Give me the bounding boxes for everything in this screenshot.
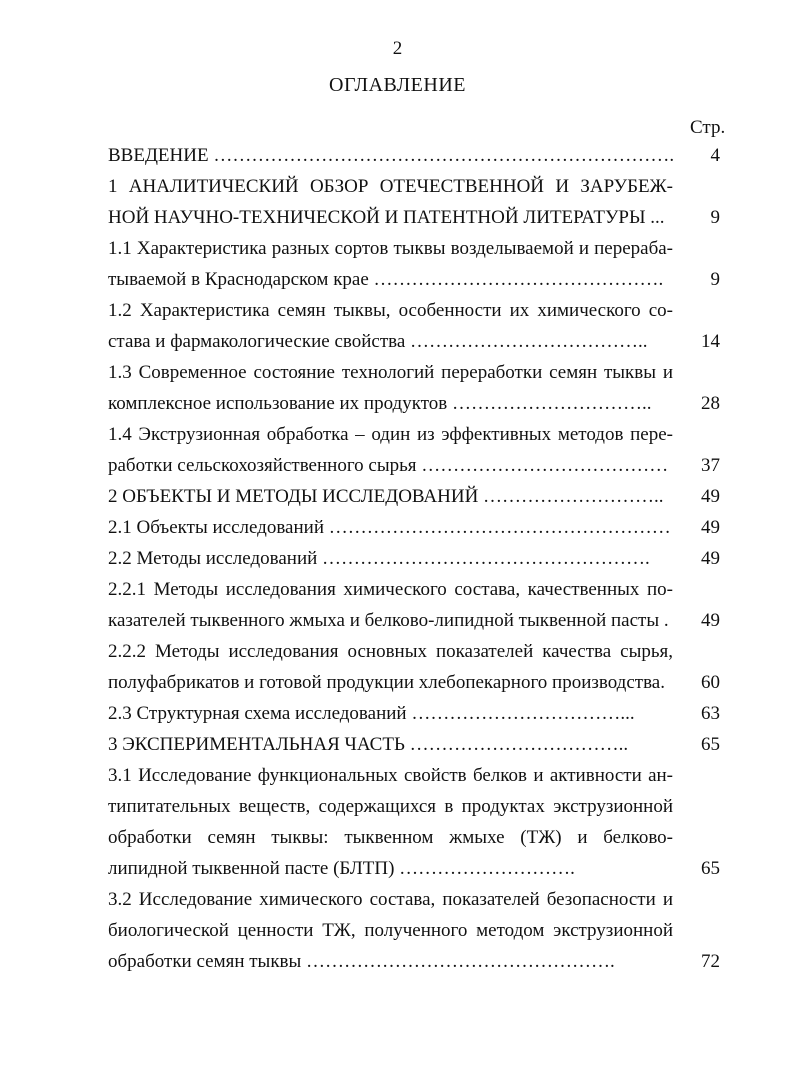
- toc-entry-line: типитательных веществ, содержащихся в продуктах экструзионной: [108, 796, 673, 817]
- toc-entry: [108, 574, 730, 636]
- toc-entry: [108, 481, 730, 512]
- toc-entry-line: биологической ценности ТЖ, полученного методом экструзионной: [108, 920, 673, 941]
- toc-entry-line: 1 АНАЛИТИЧЕСКИЙ ОБЗОР ОТЕЧЕСТВЕННОЙ И ЗАРУБЕЖ-: [108, 176, 673, 197]
- table-of-contents: [108, 140, 730, 977]
- pages-column-header: Стр.: [690, 117, 726, 138]
- toc-page-number: 65: [701, 734, 720, 755]
- toc-entry-line: 2 ОБЪЕКТЫ И МЕТОДЫ ИССЛЕДОВАНИЙ ………………………..: [108, 486, 664, 507]
- toc-page-number: 60: [701, 672, 720, 693]
- toc-page-number: 49: [701, 517, 720, 538]
- toc-page-number: 65: [701, 858, 720, 879]
- toc-entry: [108, 512, 730, 543]
- toc-entry: [108, 636, 730, 698]
- toc-entry: [108, 760, 730, 884]
- toc-entry-line: 2.3 Структурная схема исследований ……………………………...: [108, 703, 635, 724]
- toc-page-number: 4: [710, 145, 720, 166]
- toc-entry-line: става и фармакологические свойства ………………………………..: [108, 331, 648, 352]
- toc-entry: [108, 419, 730, 481]
- toc-entry-line: обработки семян тыквы ………………………………………….: [108, 951, 615, 972]
- toc-entry-line: 1.1 Характеристика разных сортов тыквы возделываемой и перераба-: [108, 238, 673, 259]
- toc-entry-line: 1.2 Характеристика семян тыквы, особенности их химического со-: [108, 300, 673, 321]
- toc-entry-line: тываемой в Краснодарском крае ……………………………………….: [108, 269, 664, 290]
- toc-entry: [108, 543, 730, 574]
- page-number: 2: [392, 38, 403, 59]
- toc-entry-line: 2.2 Методы исследований …………………………………………….: [108, 548, 650, 569]
- toc-entry: [108, 295, 730, 357]
- toc-page-number: 9: [710, 207, 720, 228]
- toc-entry-line: полуфабрикатов и готовой продукции хлебопекарного производства.: [108, 672, 665, 693]
- toc-entry-line: казателей тыквенного жмыха и белково-липидной тыквенной пасты .: [108, 610, 669, 631]
- toc-entry: [108, 140, 730, 171]
- toc-page-number: 28: [701, 393, 720, 414]
- page-title: ОГЛАВЛЕНИЕ: [329, 74, 466, 96]
- toc-page-number: 37: [701, 455, 720, 476]
- toc-entry-line: ВВЕДЕНИЕ ……………………………………………………………….: [108, 145, 675, 166]
- toc-entry: [108, 729, 730, 760]
- toc-entry-line: комплексное использование их продуктов …………………………..: [108, 393, 652, 414]
- toc-page-number: 14: [701, 331, 720, 352]
- toc-entry-line: 3.2 Исследование химического состава, показателей безопасности и: [108, 889, 673, 910]
- toc-entry-line: 2.2.1 Методы исследования химического состава, качественных по-: [108, 579, 673, 600]
- toc-entry-line: 3 ЭКСПЕРИМЕНТАЛЬНАЯ ЧАСТЬ ……………………………..: [108, 734, 629, 755]
- toc-entry-line: 1.4 Экструзионная обработка – один из эффективных методов пере-: [108, 424, 673, 445]
- toc-entry-line: 2.1 Объекты исследований ………………………………………………: [108, 517, 671, 538]
- toc-entry-line: 2.2.2 Методы исследования основных показателей качества сырья,: [108, 641, 673, 662]
- toc-entry-line: 3.1 Исследование функциональных свойств белков и активности ан-: [108, 765, 673, 786]
- toc-entry: [108, 357, 730, 419]
- toc-page-number: 9: [710, 269, 720, 290]
- toc-page-number: 72: [701, 951, 720, 972]
- toc-entry-line: липидной тыквенной пасте (БЛТП) ……………………….: [108, 858, 575, 879]
- toc-entry: [108, 233, 730, 295]
- toc-entry: [108, 171, 730, 233]
- toc-page-number: 63: [701, 703, 720, 724]
- toc-entry: [108, 884, 730, 977]
- toc-page-number: 49: [701, 610, 720, 631]
- toc-entry-line: работки сельскохозяйственного сырья …………………………………: [108, 455, 669, 476]
- toc-entry-line: НОЙ НАУЧНО-ТЕХНИЧЕСКОЙ И ПАТЕНТНОЙ ЛИТЕРАТУРЫ ...: [108, 207, 665, 228]
- toc-page-number: 49: [701, 548, 720, 569]
- toc-entry: [108, 698, 730, 729]
- toc-entry-line: 1.3 Современное состояние технологий переработки семян тыквы и: [108, 362, 673, 383]
- toc-page-number: 49: [701, 486, 720, 507]
- toc-entry-line: обработки семян тыквы: тыквенном жмыхе (ТЖ) и белково-: [108, 827, 673, 848]
